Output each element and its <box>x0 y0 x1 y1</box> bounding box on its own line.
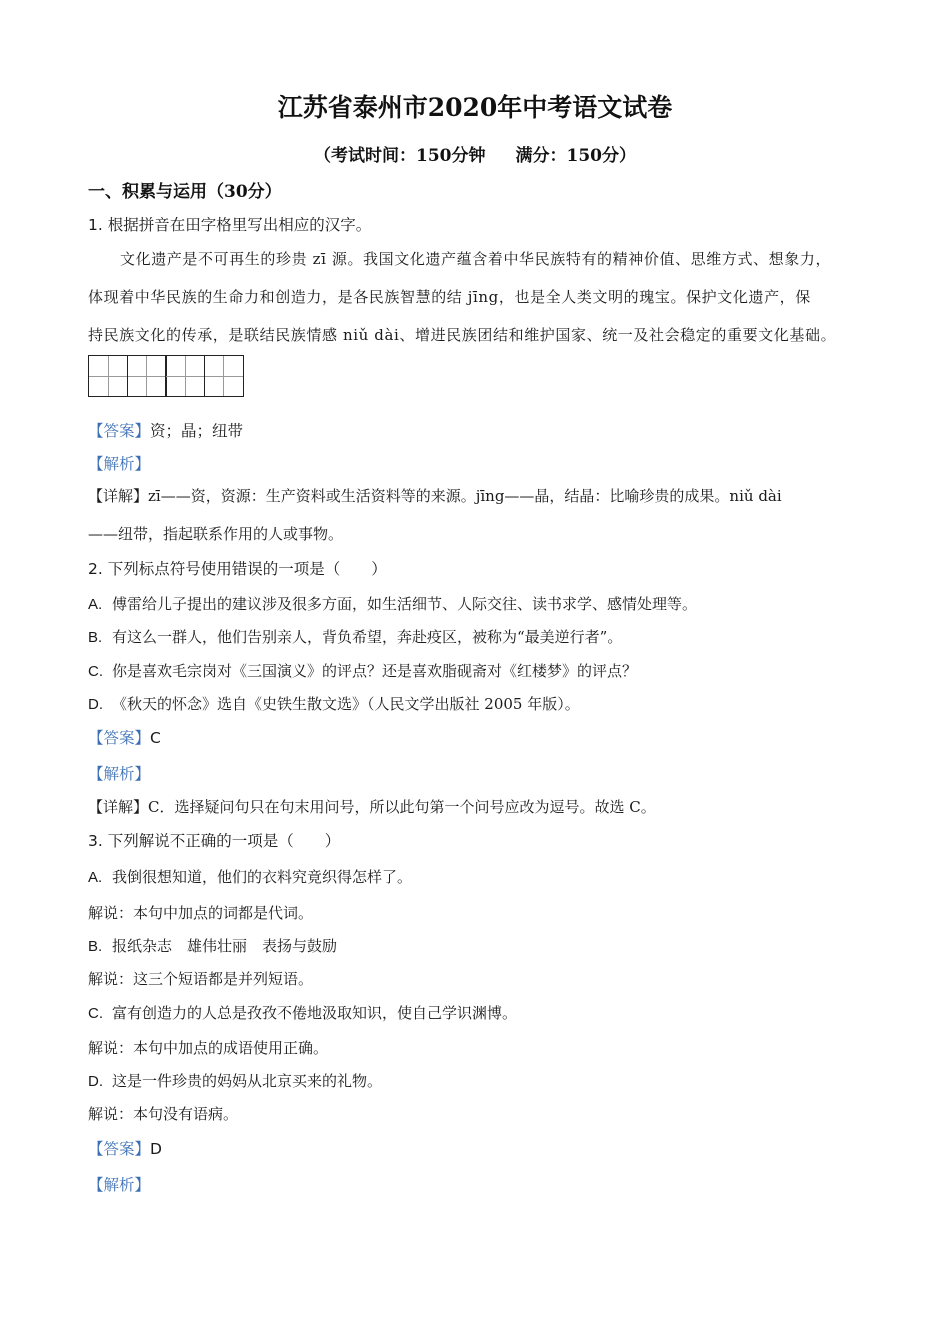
q3-note-d: 解说：本句没有语病。 <box>88 1105 239 1123</box>
exam-info <box>0 141 950 166</box>
answer-value: 资；晶；纽带 <box>150 422 244 440</box>
option-text: 富有创造力的人总是孜孜不倦地汲取知识，使自己学识渊博。 <box>112 1004 518 1022</box>
detail-tag: 【详解】 <box>88 487 149 505</box>
q3-answer <box>88 1137 162 1159</box>
answer-value: C <box>150 729 161 747</box>
option-letter: C. <box>88 663 103 680</box>
exam-time: （考试时间：150分钟 <box>314 146 486 166</box>
q1-passage-line-2: 体现着中华民族的生命力和创造力，是各民族智慧的结 jīng，也是全人类文明的瑰宝。保护文化遗产，保 <box>88 288 811 306</box>
q3-note-c: 解说：本句中加点的成语使用正确。 <box>88 1039 329 1057</box>
option-text: 我倒很想知道，他们的衣料究竟织得怎样了。 <box>112 868 413 886</box>
answer-tag: 【答案】 <box>88 422 151 440</box>
q1-passage-line-3: 持民族文化的传承，是联结民族情感 niǔ dài、增进民族团结和维护国家、统一及社会稳定的重要文化基础。 <box>88 326 837 344</box>
tianzige-box <box>127 355 167 397</box>
tianzige-box <box>165 355 205 397</box>
detail-tag: 【详解】 <box>88 798 149 816</box>
q1-detail-line-2: ——纽带，指起联系作用的人或事物。 <box>88 525 344 543</box>
q2-answer <box>88 726 161 748</box>
q2-option-c <box>88 660 637 681</box>
q2-option-b <box>88 626 622 647</box>
detail-text: zī——资，资源：生产资料或生活资料等的来源。jīng——晶，结晶：比喻珍贵的成果。niǔ dài <box>148 487 782 505</box>
tianzige-grid <box>88 355 242 397</box>
answer-tag: 【答案】 <box>88 729 151 747</box>
question-2-stem: 2. 下列标点符号使用错误的一项是（ ） <box>88 560 387 578</box>
q3-note-a: 解说：本句中加点的词都是代词。 <box>88 904 314 922</box>
option-text: 傅雷给儿子提出的建议涉及很多方面，如生活细节、人际交往、读书求学、感情处理等。 <box>112 595 698 613</box>
option-text: 报纸杂志 雄伟壮丽 表扬与鼓励 <box>112 937 338 955</box>
tianzige-box <box>204 355 244 397</box>
q1-detail-line-1 <box>88 485 782 506</box>
q3-analysis <box>88 1173 150 1195</box>
option-letter: D. <box>88 696 103 713</box>
answer-value: D <box>150 1140 162 1158</box>
detail-text: C．选择疑问句只在句末用问号，所以此句第一个问号应改为逗号。故选 C。 <box>148 798 656 816</box>
option-text: 你是喜欢毛宗岗对《三国演义》的评点？还是喜欢脂砚斋对《红楼梦》的评点？ <box>112 662 638 680</box>
option-letter: C. <box>88 1005 103 1022</box>
option-letter: B. <box>88 938 103 955</box>
q1-passage-line-1: 文化遗产是不可再生的珍贵 zī 源。我国文化遗产蕴含着中华民族特有的精神价值、思维方式、想象力， <box>120 250 832 268</box>
question-3-stem: 3. 下列解说不正确的一项是（ ） <box>88 832 341 850</box>
option-text: 《秋天的怀念》选自《史铁生散文选》（人民文学出版社 2005 年版）。 <box>112 695 580 713</box>
page-title: 江苏省泰州市2020年中考语文试卷 <box>277 93 673 122</box>
q1-analysis <box>88 452 150 474</box>
q2-option-a <box>88 593 697 614</box>
q1-answer <box>88 419 243 441</box>
analysis-tag: 【解析】 <box>88 455 151 473</box>
q3-note-b: 解说：这三个短语都是并列短语。 <box>88 970 314 988</box>
section-heading: 一、积累与运用（30分） <box>88 182 282 202</box>
analysis-tag: 【解析】 <box>88 1176 151 1194</box>
q2-analysis <box>88 762 150 784</box>
q3-option-a <box>88 866 412 887</box>
q3-option-c <box>88 1002 517 1023</box>
tianzige-box <box>88 355 128 397</box>
q2-detail <box>88 796 656 817</box>
q3-option-d <box>88 1070 382 1091</box>
q3-option-b <box>88 935 337 956</box>
option-letter: A. <box>88 596 103 613</box>
exam-score: 满分：150分） <box>515 146 636 166</box>
question-1-stem: 1. 根据拼音在田字格里写出相应的汉字。 <box>88 216 372 234</box>
option-letter: B. <box>88 629 103 646</box>
option-letter: A. <box>88 869 103 886</box>
answer-tag: 【答案】 <box>88 1140 151 1158</box>
option-text: 这是一件珍贵的妈妈从北京买来的礼物。 <box>112 1072 383 1090</box>
option-text: 有这么一群人，他们告别亲人，背负希望，奔赴疫区，被称为“最美逆行者”。 <box>112 628 623 646</box>
analysis-tag: 【解析】 <box>88 765 151 783</box>
q2-option-d <box>88 693 580 714</box>
option-letter: D. <box>88 1073 103 1090</box>
